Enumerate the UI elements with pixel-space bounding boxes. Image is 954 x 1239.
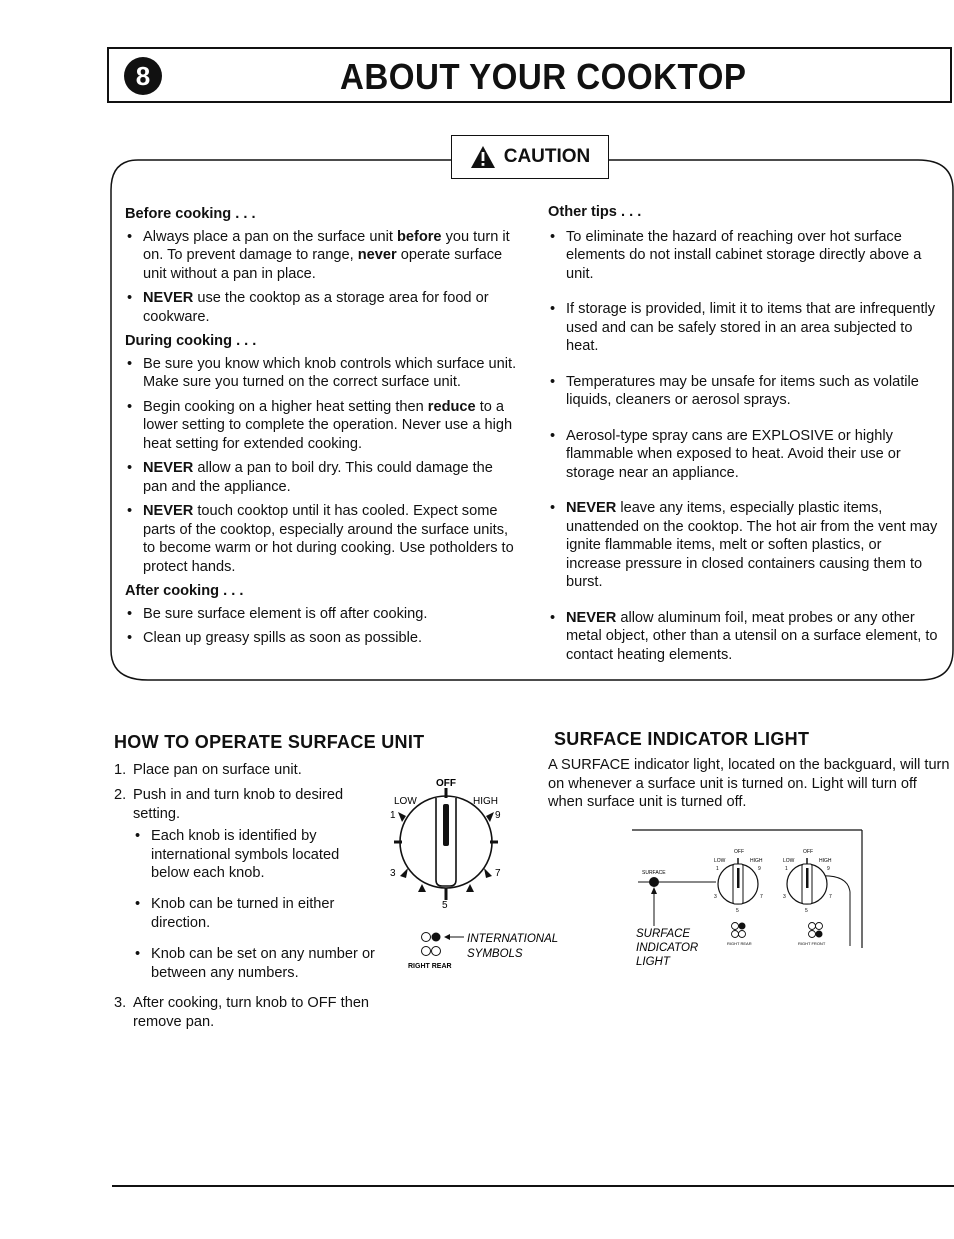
- item-text: allow aluminum foil, meat probes or any other metal object, other than a utensil on a surface element, to contact heating elements.: [566, 609, 938, 663]
- item-text: touch cooktop until it has cooled. Expect some parts of the cooktop, especially around the surface units, to become warm or hot during cooking. Use potholders to protect hands.: [143, 503, 514, 575]
- knob-high-label: HIGH: [473, 796, 498, 807]
- knob-number-5: 5: [442, 900, 448, 911]
- other-tips-list: [548, 228, 940, 665]
- item-text: to a lower setting to complete the operation. Never use a high heat setting for extended cooking.: [143, 398, 513, 452]
- step-number: 2.: [114, 787, 127, 803]
- indicator-label-line2: INDICATOR: [636, 942, 699, 954]
- pos-right-label: RIGHT FRONT: [798, 941, 826, 946]
- caution-label-box: [451, 135, 609, 179]
- caution-list-item: [548, 427, 940, 483]
- knob-right-num: 7: [829, 894, 832, 900]
- step-2: [114, 786, 374, 823]
- knob-right-icon: [783, 849, 832, 914]
- operate-heading: HOW TO OPERATE SURFACE UNIT: [114, 732, 425, 752]
- caution-list-item: [125, 629, 520, 648]
- knob-right-num: 1: [785, 866, 788, 872]
- emphasis-text: NEVER: [143, 460, 194, 476]
- footer-rule: [112, 1185, 954, 1187]
- knob-left-num: 7: [760, 894, 763, 900]
- international-symbols-icon: [422, 933, 465, 956]
- knob-right-high: HIGH: [819, 858, 832, 864]
- caution-list-item: [548, 228, 940, 284]
- knob-left-num: 3: [714, 894, 717, 900]
- step-text: Push in and turn knob to desired setting.: [133, 787, 344, 822]
- emphasis-text: NEVER: [143, 290, 194, 306]
- caution-list-item: [125, 502, 520, 576]
- emphasis-text: NEVER: [566, 609, 617, 626]
- knob-number-9: 9: [495, 810, 501, 821]
- knob-illustration: [380, 770, 560, 975]
- during-cooking-heading: During cooking . . .: [125, 333, 257, 349]
- knob-left-off: OFF: [734, 849, 744, 855]
- item-text: To eliminate the hazard of reaching over hot surface elements do not install cabinet storage directly above a unit.: [566, 228, 922, 282]
- position-label: RIGHT REAR: [408, 963, 452, 970]
- item-text: Aerosol-type spray cans are EXPLOSIVE or highly flammable when exposed to heat. Avoid their use or storage near an appliance.: [566, 427, 901, 481]
- pos-left-label: RIGHT REAR: [727, 941, 752, 946]
- step-number: 3.: [114, 995, 127, 1011]
- item-text: Begin cooking on a higher heat setting then: [143, 398, 428, 415]
- caution-list-item: [548, 300, 940, 356]
- before-cooking-list: [125, 228, 520, 327]
- item-text: Temperatures may be unsafe for items such as volatile liquids, cleaners or aerosol sprays.: [566, 373, 919, 408]
- knob-number-7: 7: [495, 868, 501, 879]
- caution-list-item: [125, 459, 520, 496]
- caution-list-item: [125, 228, 520, 284]
- before-cooking-heading: Before cooking . . .: [125, 206, 256, 222]
- caution-list-item: [125, 398, 520, 454]
- step-text: Place pan on surface unit.: [133, 762, 302, 778]
- knob-bullet: • Each knob is identified by international symbols located below each knob.: [133, 827, 381, 883]
- caution-list-item: [125, 355, 520, 392]
- step-number: 1.: [114, 762, 127, 778]
- caution-left-column: [125, 205, 520, 654]
- item-text: you turn it on. To prevent damage to range,: [143, 228, 510, 263]
- step-text: After cooking, turn knob to OFF then remove pan.: [133, 995, 370, 1030]
- caution-list-item: [125, 289, 520, 326]
- knob-right-off: OFF: [803, 849, 813, 855]
- knob-number-3: 3: [390, 868, 396, 879]
- knob-low-label: LOW: [394, 796, 417, 807]
- section-number-badge: 8: [124, 57, 162, 95]
- knob-bullet: • Knob can be set on any number or between any numbers.: [133, 945, 386, 982]
- item-text: use the cooktop as a storage area for food or cookware.: [143, 290, 489, 325]
- item-text: Be sure you know which knob controls which surface unit. Make sure you turned on the correct surface unit.: [143, 355, 517, 390]
- knob-right-num: 9: [827, 866, 830, 872]
- emphasis-text: never: [357, 247, 397, 263]
- item-text: Be sure surface element is off after cooking.: [143, 605, 428, 622]
- step-3: [114, 994, 404, 1031]
- after-cooking-heading: After cooking . . .: [125, 583, 244, 599]
- knob-bullet: • Knob can be turned in either direction.: [133, 895, 381, 932]
- knob-left-icon: [714, 849, 763, 914]
- knob-off-label: OFF: [436, 778, 456, 789]
- indicator-label-line3: LIGHT: [636, 956, 670, 968]
- symbols-label-line1: INTERNATIONAL: [467, 933, 559, 945]
- item-text: operate surface unit without a pan in place.: [143, 247, 503, 282]
- caution-right-column: [548, 203, 940, 681]
- emphasis-text: NEVER: [143, 503, 194, 519]
- knob-right-num: 3: [783, 894, 786, 900]
- during-cooking-list: [125, 355, 520, 577]
- caution-label: CAUTION: [503, 146, 591, 167]
- indicator-heading: SURFACE INDICATOR LIGHT: [554, 729, 810, 749]
- warning-triangle-icon: [470, 145, 496, 169]
- item-text: Clean up greasy spills as soon as possible.: [143, 630, 423, 646]
- item-text: leave any items, especially plastic items, unattended on the cooktop. The hot air from the vent may ignite flammable items, melt or soften plastics, or increase pressure in closed containers causing them to burst.: [566, 500, 938, 590]
- caution-list-item: [548, 609, 940, 665]
- emphasis-text: reduce: [427, 398, 476, 415]
- knob-right-num: 5: [805, 908, 808, 914]
- surface-small-label: SURFACE: [642, 870, 666, 876]
- knob-number-1: 1: [390, 810, 396, 821]
- knob-left-high: HIGH: [750, 858, 763, 864]
- emphasis-text: before: [396, 228, 442, 245]
- backguard-diagram: [630, 828, 870, 978]
- knob-left-low: LOW: [714, 858, 726, 864]
- knob-right-low: LOW: [783, 858, 795, 864]
- knob-left-num: 1: [716, 866, 719, 872]
- caution-list-item: [548, 499, 940, 592]
- indicator-label-line1: SURFACE: [636, 928, 691, 940]
- caution-list-item: [548, 373, 940, 410]
- knob-left-num: 9: [758, 866, 761, 872]
- indicator-description: A SURFACE indicator light, located on the backguard, will turn on whenever a surface unit is turned on. Light will turn off when surface unit is turned off.: [548, 757, 950, 810]
- step-1: [114, 761, 302, 780]
- symbols-left-icon: [732, 923, 746, 938]
- item-text: allow a pan to boil dry. This could damage the pan and the appliance.: [143, 460, 493, 495]
- knob-left-num: 5: [736, 908, 739, 914]
- indicator-light-icon: [649, 877, 659, 887]
- emphasis-text: NEVER: [566, 500, 617, 516]
- page-title: ABOUT YOUR COOKTOP: [340, 56, 747, 97]
- after-cooking-list: [125, 605, 520, 648]
- item-text: If storage is provided, limit it to items that are infrequently used and can be safely stored in an area subjected to heat.: [566, 301, 936, 354]
- symbols-label-line2: SYMBOLS: [467, 948, 523, 960]
- caution-list-item: [125, 605, 520, 624]
- other-tips-heading: Other tips . . .: [548, 204, 642, 220]
- symbols-right-icon: [809, 923, 823, 938]
- item-text: Always place a pan on the surface unit: [143, 228, 397, 245]
